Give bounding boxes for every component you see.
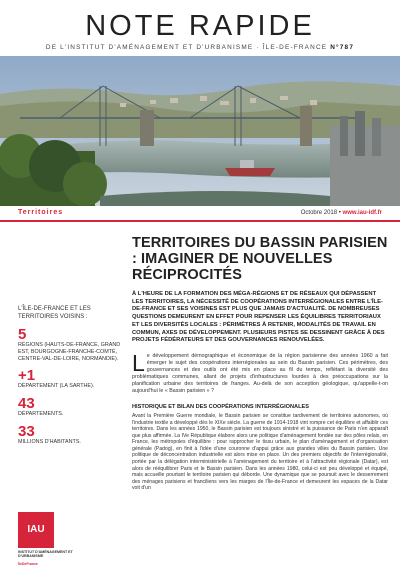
sidebar-intro: L'ÎLE-DE-FRANCE ET LES TERRITOIRES VOISINS : (18, 306, 91, 320)
masthead (0, 0, 400, 56)
publication-subtitle (10, 44, 390, 51)
stat-label: DÉPARTEMENTS. (18, 411, 64, 418)
drop-cap: L (132, 349, 145, 376)
logo-tagline: ÎleDeFrance (18, 562, 38, 566)
river-landscape-photo (0, 56, 400, 206)
subtitle-text: DE L'INSTITUT D'AMÉNAGEMENT ET D'URBANISME · ÎLE-DE-FRANCE (45, 44, 328, 51)
section-rubric: Territoires (18, 209, 64, 216)
iau-logo: IAU (18, 512, 54, 548)
article-headline: TERRITOIRES DU BASSIN PARISIEN : IMAGINER DE NOUVELLES RÉCIPROCITÉS (132, 235, 388, 283)
issue-number: N°787 (330, 44, 355, 51)
article-standfirst: À L'HEURE DE LA FORMATION DES MÉGA-RÉGIONS ET DE RÉSEAUX QUI DÉPASSENT LES TERRITOIRES, LA NÉCESSITÉ DE COOPÉRATIONS INTERRÉGIONALES ENTRE L'ÎLE-DE-FRANCE ET SES VOISINES EST PLUS QUE JAMAIS D'ACTUALITÉ. DE NOMBREUSES QUESTIONS DEMEURENT EN EFFET POUR REPENSER LES ÉQUILIBRES TERRITORIAUX ET LES DIVERSITÉS LOCALES : PÉRIMÈTRES À RETENIR, MODALITÉS DE TRAVAIL EN COMMUN, AXES DE DÉVELOPPEMENT. PLUSIEURS PISTES SE DESSINENT GRÂCE À DES PROJETS FÉDÉRATEURS ET DES GOUVERNANCES RENOUVELÉES. (132, 291, 385, 344)
stat-value: 43 (18, 395, 35, 413)
issue-date (301, 210, 382, 216)
section-heading: HISTORIQUE ET BILAN DES COOPÉRATIONS INTERRÉGIONALES (132, 403, 309, 410)
article-lead (132, 349, 388, 395)
red-rule (0, 220, 400, 222)
article (132, 235, 388, 492)
stat-value: 5 (18, 326, 27, 343)
section-strip (0, 206, 400, 222)
lead-text: e développement démographique et économique de la région parisienne des années 1960 a fait émerger le sujet des coopérations interrégionales au sein du Bassin parisien. Ces périmètres, des gouvernances et des outils ont été mis en place au fil du temps, reflétant la diversité des problématiques communes, allant de projets d'infrastructures lourdes à des préoccupations sur la planification urbaine des territoires de franges. Au-delà de son acception géologique, qu'appelle-t-on aujourd'hui le « Bassin parisien » ? (132, 352, 388, 394)
stat-value: +1 (18, 367, 36, 385)
article-body: Avant la Première Guerre mondiale, le Bassin parisien se constitue tardivement de territoires autonomes, où l'industrie textile a développé dès le XIXe siècle. La guerre de 1914-1918 vint rompre cet équilibre et affaiblir ces territoires. Dans les années 1950, le Bassin parisien est toujours sinistré et la puissance de Paris n'en apparaît que plus affirmée. La IVe République élabore alors une politique d'aménagement fondée sur des pôles relais, en France, les métropoles d'équilibre : pour rapprocher le tissu urbain, le plan d'aménagement et d'organisation générale (Padog), en finit à l'idée d'une couronne d'appui grâce aux grandes villes du Bassin parisien. Une politique de déconcentration industrielle est alors mise en place. Un des premiers objectifs de l'interrégionalité, portée par la délégation interministérielle à l'aménagement du territoire et à l'attractivité régionale (Datar), est alors de rééquilibrer Paris et le Bassin parisien. Dans les années 1980, celui-ci est peu développé et équipé, mais accueille pourtant le territoire parisien qui déborde. Une dynamique que se poursuit avec le desserrement des ménages parisiens et franciliens vers les marges de l'Île-de-France et demeurent les espaces de la Datar voit d'un (132, 412, 388, 492)
date-text: Octobre 2018 • (300, 210, 341, 216)
key-figures-sidebar (18, 306, 123, 446)
stat-value: 33 (18, 422, 35, 440)
stat-label: DÉPARTEMENT (LA SARTHE). (18, 383, 95, 390)
publication-title: NOTE RAPIDE (85, 10, 315, 42)
logo-caption: INSTITUT D'AMÉNAGEMENT ET D'URBANISME (18, 550, 73, 559)
stat-label: RÉGIONS (HAUTS-DE-FRANCE, GRAND EST, BOURGOGNE-FRANCHE-COMTÉ, CENTRE-VAL-DE-LOIRE, NORMANDIE). (18, 342, 121, 362)
stat-label: MILLIONS D'HABITANTS. (18, 438, 81, 445)
website-link[interactable]: www.iau-idf.fr (342, 210, 382, 216)
